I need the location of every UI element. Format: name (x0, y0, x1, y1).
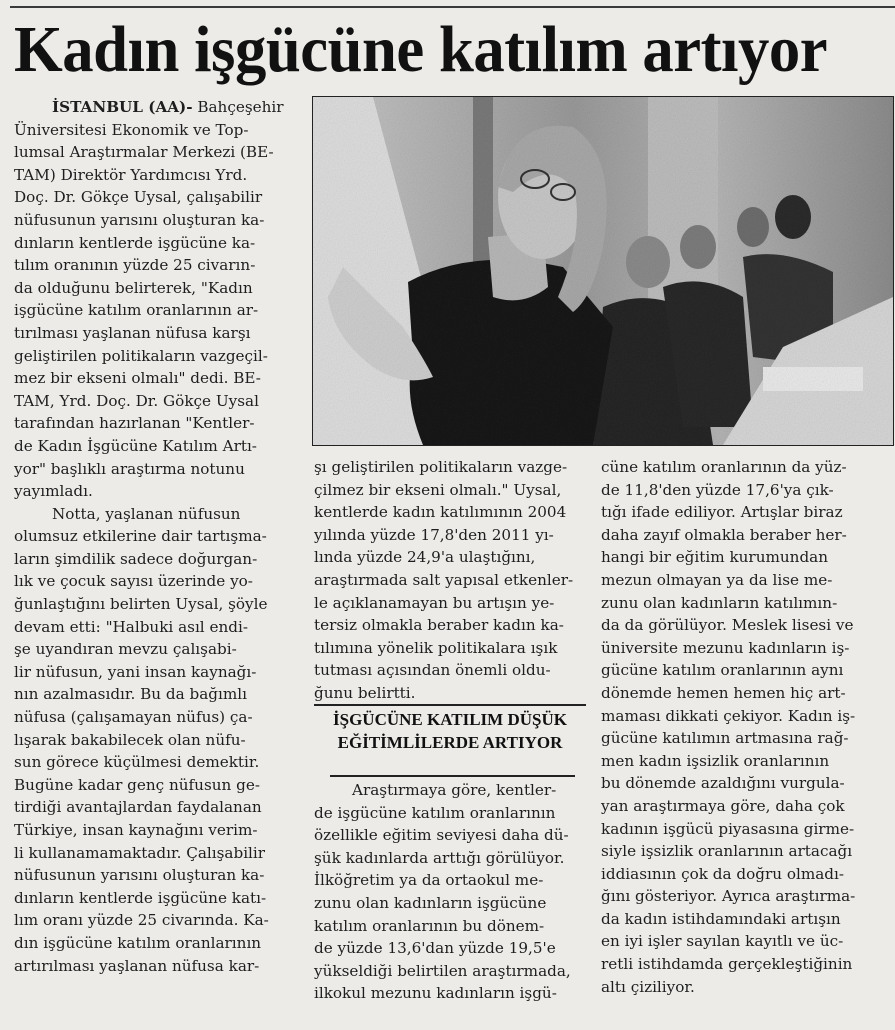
article-text-line: daha zayıf olmakla beraber her- (601, 525, 847, 544)
photo-image (313, 97, 893, 445)
article-text-line: yılında yüzde 17,8'den 2011 yı- (314, 525, 554, 544)
article-text-line: tırılması yaşlanan nüfusa karşı (14, 323, 251, 342)
article-text-line: mez bir ekseni olmalı" dedi. BE- (14, 369, 261, 388)
article-text-line: kadının işgücü piyasasına girme- (601, 819, 855, 838)
article-text-line: iddiasının çok da doğru olmadı- (601, 864, 845, 883)
article-text-line: katılım oranlarının bu dönem- (314, 916, 545, 935)
article-text-line: lım oranı yüzde 25 civarında. Ka- (14, 911, 269, 930)
article-text-line: lında yüzde 24,9'a ulaştığını, (314, 548, 536, 567)
article-text-line: şı geliştirilen politikaların vazge- (314, 458, 568, 476)
article-text-line: nüfusunun yarısını oluşturan ka- (14, 866, 265, 885)
article-text-line: zunu olan kadınların katılımın- (601, 593, 838, 612)
article-text-line: retli istihdamda gerçekleştiğinin (601, 955, 853, 974)
article-text-line: da da görülüyor. Meslek lisesi ve (601, 616, 854, 635)
article-text-line: artırılması yaşlanan nüfusa kar- (14, 956, 260, 975)
article-text-line: İlköğretim ya da ortaokul me- (314, 871, 544, 890)
article-text-line: lışarak bakabilecek olan nüfu- (14, 730, 246, 749)
article-text-line: men kadın işsizlik oranlarının (601, 751, 830, 770)
article-text-line: hangi bir eğitim kurumundan (601, 548, 828, 567)
article-text-line: Notta, yaşlanan nüfusun (52, 504, 241, 523)
article-text-line: dönemde hemen hemen hiç art- (601, 683, 846, 702)
article-text-line: en iyi işler sayılan kayıtlı ve üc- (601, 932, 844, 951)
article-text-line: şe uyandıran mevzu çalışabi- (14, 640, 237, 659)
article-text-line: kentlerde kadın katılımının 2004 (314, 503, 567, 522)
article-text-line: ğunlaştığını belirten Uysal, şöyle (14, 595, 268, 614)
article-text-line: nüfusa (çalışamayan nüfus) ça- (14, 708, 253, 727)
article-photo (312, 96, 894, 446)
article-text-line: Doç. Dr. Gökçe Uysal, çalışabilir (14, 188, 263, 207)
article-text-line: de işgücüne katılım oranlarının (314, 803, 556, 822)
article-text-line: gücüne katılımın artmasına rağ- (601, 729, 849, 748)
article-text-line: tılımına yönelik politikalara ışık (314, 638, 558, 657)
article-text-line: ğunu belirtti. (314, 683, 416, 702)
subheading-rule-bottom (330, 775, 575, 777)
article-text-line: yükseldiği belirtilen araştırmada, (314, 961, 571, 980)
article-text-line: bu dönemde azaldığını vurgula- (601, 774, 845, 793)
article-text-line: lık ve çocuk sayısı üzerinde yo- (14, 572, 253, 591)
article-text-line: dınların kentlerde işgücüne ka- (14, 233, 256, 252)
article-text-line: Türkiye, insan kaynağını verim- (14, 821, 258, 839)
article-text-line: cüne katılım oranlarının da yüz- (601, 458, 847, 476)
article-text-line: siyle işsizlik oranlarının artacağı (601, 842, 853, 861)
article-column-right (601, 456, 893, 998)
article-text-line: yayımladı. (14, 482, 93, 501)
article-text-line: devam etti: "Halbuki asıl endi- (14, 617, 248, 636)
article-text-line: tığı ifade ediliyor. Artışlar biraz (601, 503, 843, 522)
article-text-line: da olduğunu belirterek, "Kadın (14, 278, 253, 297)
article-text-line: olumsuz etkilerine dair tartışma- (14, 527, 267, 546)
article-text-line: zunu olan kadınların işgücüne (314, 893, 547, 912)
article-text-line: özellikle eğitim seviyesi daha dü- (314, 826, 569, 845)
article-text-line: dın işgücüne katılım oranlarının (14, 933, 262, 952)
article-text-line: da kadın istihdamındaki artışın (601, 909, 841, 928)
article-text-line: tarafından hazırlanan "Kentler- (14, 414, 255, 433)
article-text-line: Araştırmaya göre, kentler- (352, 781, 557, 799)
article-text-line: maması dikkati çekiyor. Kadın iş- (601, 706, 856, 725)
article-text-line: li kullanamamaktadır. Çalışabilir (14, 843, 266, 862)
article-text-line: tirdiği avantajlardan faydalanan (14, 798, 262, 817)
article-text-line: üniversite mezunu kadınların iş- (601, 638, 850, 657)
article-text-line: araştırmada salt yapısal etkenler- (314, 570, 574, 589)
subheading-rule-top (314, 704, 586, 706)
article-column-middle (314, 456, 594, 705)
article-text-line: yor" başlıklı araştırma notunu (14, 459, 245, 478)
subheading-line-1: İŞGÜCÜNE KATILIM DÜŞÜK (333, 710, 567, 729)
article-text-line: altı çiziliyor. (601, 977, 695, 996)
article-text-line: lumsal Araştırmalar Merkezi (BE- (14, 143, 274, 162)
article-text-line: lir nüfusun, yani insan kaynağı- (14, 662, 257, 681)
article-text-line: de Kadın İşgücüne Katılım Artı- (14, 436, 257, 455)
article-text-line: nın azalmasıdır. Bu da bağımlı (14, 685, 247, 704)
article-text-line: çilmez bir ekseni olmalı." Uysal, (314, 480, 562, 499)
article-column-left (14, 96, 299, 977)
article-text-line: de 11,8'den yüzde 17,6'ya çık- (601, 480, 834, 499)
article-text-line: tılım oranının yüzde 25 civarın- (14, 256, 256, 275)
subheading (314, 708, 586, 754)
article-text-line: ların şimdilik sadece doğurgan- (14, 549, 258, 568)
article-text-line: nüfusunun yarısını oluşturan ka- (14, 210, 265, 229)
top-rule (10, 6, 895, 8)
article-text-line: işgücüne katılım oranlarının ar- (14, 301, 259, 320)
article-text-line: ilkokul mezunu kadınların işgü- (314, 984, 557, 1003)
article-text-line: le açıklanamayan bu artışın ye- (314, 593, 555, 612)
article-text-line: geliştirilen politikaların vazgeçil- (14, 346, 268, 365)
article-text-line: Bugüne kadar genç nüfusun ge- (14, 775, 260, 794)
article-text-line: TAM) Direktör Yardımcısı Yrd. (14, 165, 248, 184)
article-text-line: Üniversitesi Ekonomik ve Top- (14, 120, 249, 139)
article-column-middle-continued (314, 779, 594, 1005)
article-text-line: tersiz olmakla beraber kadın ka- (314, 616, 564, 635)
article-text-line: gücüne katılım oranlarının aynı (601, 661, 844, 680)
article-text-line: tutması açısından önemli oldu- (314, 661, 551, 680)
article-text-line: ğını gösteriyor. Ayrıca araştırma- (601, 887, 856, 906)
article-text-line: İSTANBUL (AA)- Bahçeşehir (52, 98, 284, 116)
article-text-line: şük kadınlarda arttığı görülüyor. (314, 848, 565, 867)
article-text-line: de yüzde 13,6'dan yüzde 19,5'e (314, 939, 556, 958)
subheading-line-2: EĞİTİMLİLERDE ARTIYOR (337, 733, 563, 752)
headline: Kadın işgücüne katılım artıyor (14, 13, 828, 86)
article-text-line: sun görece küçülmesi demektir. (14, 753, 260, 772)
article-text-line: mezun olmayan ya da lise me- (601, 570, 833, 589)
article-text-line: dınların kentlerde işgücüne katı- (14, 888, 267, 907)
article-text-line: TAM, Yrd. Doç. Dr. Gökçe Uysal (14, 391, 259, 410)
article-text-line: yan araştırmaya göre, daha çok (601, 796, 845, 815)
dateline: İSTANBUL (AA)- (52, 98, 193, 116)
